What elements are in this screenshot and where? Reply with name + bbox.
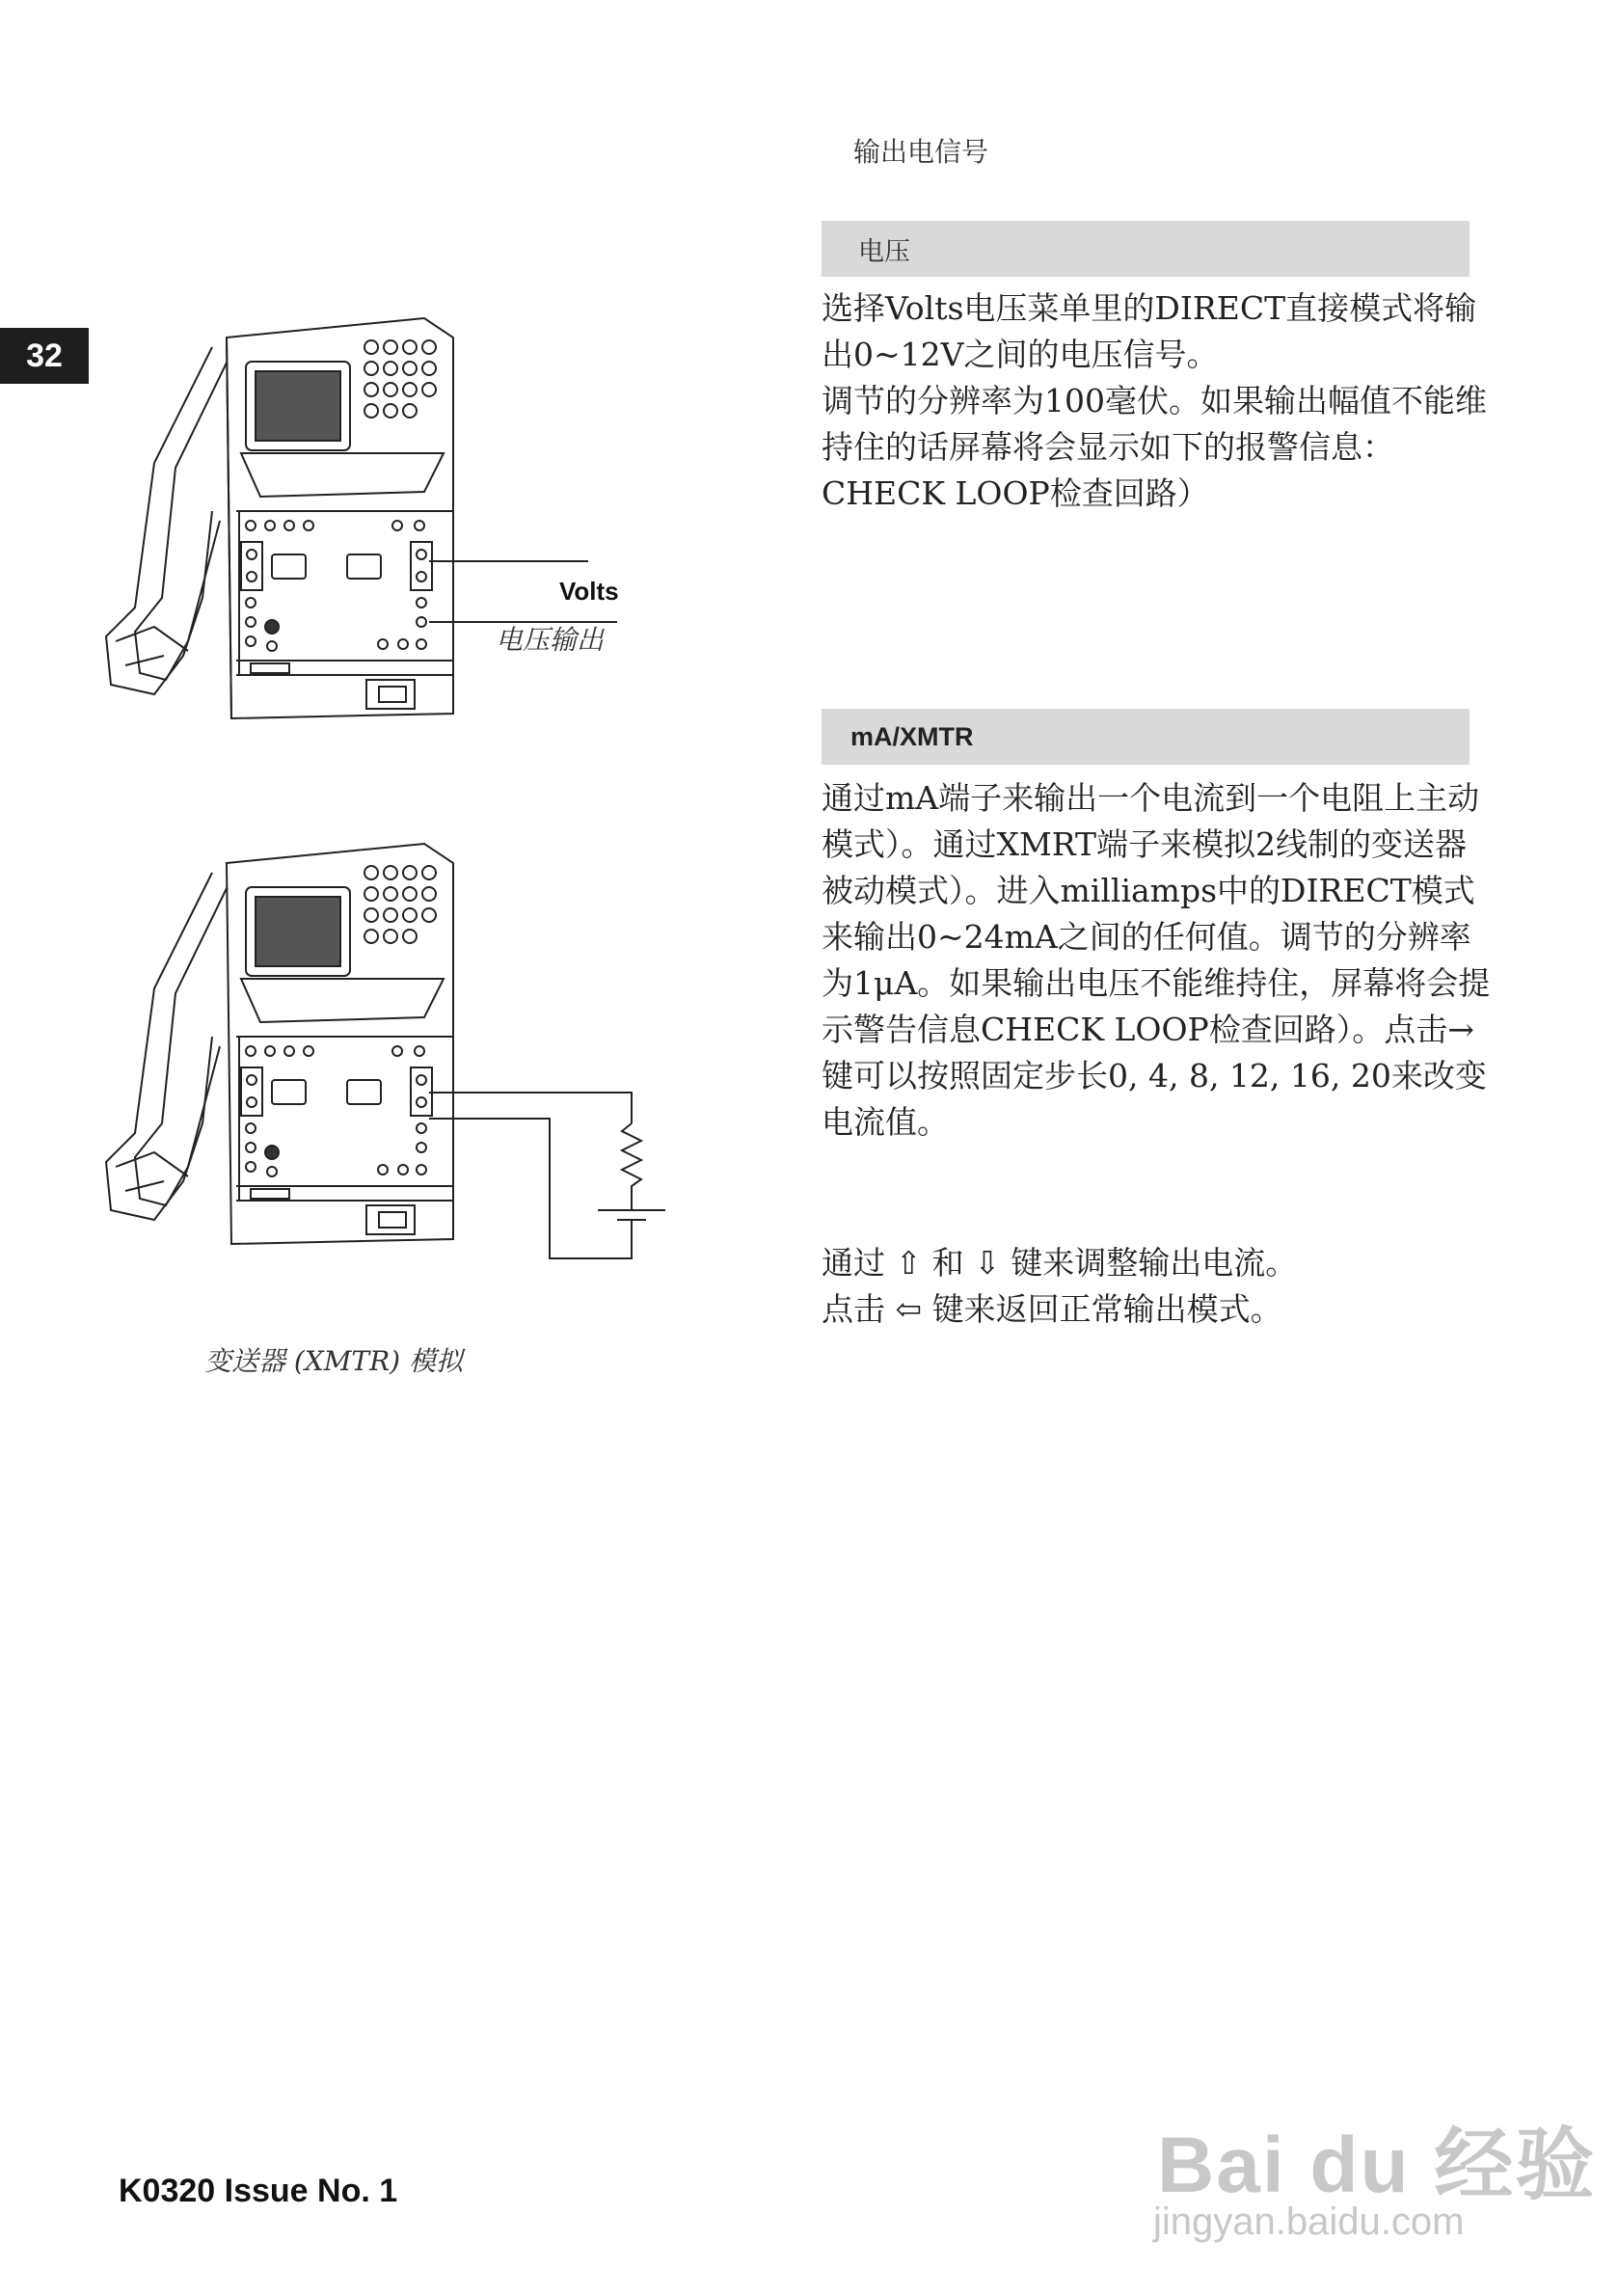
volts-output-label: Volts: [559, 577, 619, 606]
watermark-brand: Bai du 经验: [1157, 2121, 1597, 2209]
watermark-url: jingyan.baidu.com: [1153, 2201, 1465, 2243]
ma-section-bar: [822, 709, 1470, 765]
ma-paragraph: 通过mA端子来输出一个电流到一个电阻上主动模式）。通过XMRT端子来模拟2线制的变送器被动模式）。进入milliamps中的DIRECT模式来输出0~24mA之间的任何值。调节的分辨率为1μA。如果输出电压不能维持住，屏幕将会提示警告信息CHECK LOOP检查回路）。点击→键可以按照固定步长0, 4, 8, 12, 16, 20来改变电流值。: [822, 779, 1491, 1141]
calibrator-volts-figure: [96, 309, 636, 762]
volts-section-bar: [822, 221, 1470, 277]
ma-bar-title: mA/XMTR: [850, 721, 974, 751]
calibrator-xmtr-figure: [96, 834, 675, 1278]
xmtr-figure-caption: 变送器 (XMTR) 模拟: [204, 1345, 464, 1377]
keys-paragraph: 通过 ⇧ 和 ⇩ 键来调整输出电流。 点击 ⇦ 键来返回正常输出模式。: [822, 1244, 1298, 1328]
volts-output-sublabel: 电压输出: [496, 624, 605, 656]
footer-issue: K0320 Issue No. 1: [119, 2173, 398, 2209]
section-heading: 输出电信号: [853, 136, 989, 168]
volts-bar-title: 电压: [858, 236, 910, 267]
volts-paragraph: 选择Volts电压菜单里的DIRECT直接模式将输出0~12V之间的电压信号。 调节的分辨率为100毫伏。如果输出幅值不能维持住的话屏幕将会显示如下的报警信息： CHECK LOOP检查回路）: [822, 289, 1487, 512]
page-number-tab: 32: [0, 328, 89, 384]
